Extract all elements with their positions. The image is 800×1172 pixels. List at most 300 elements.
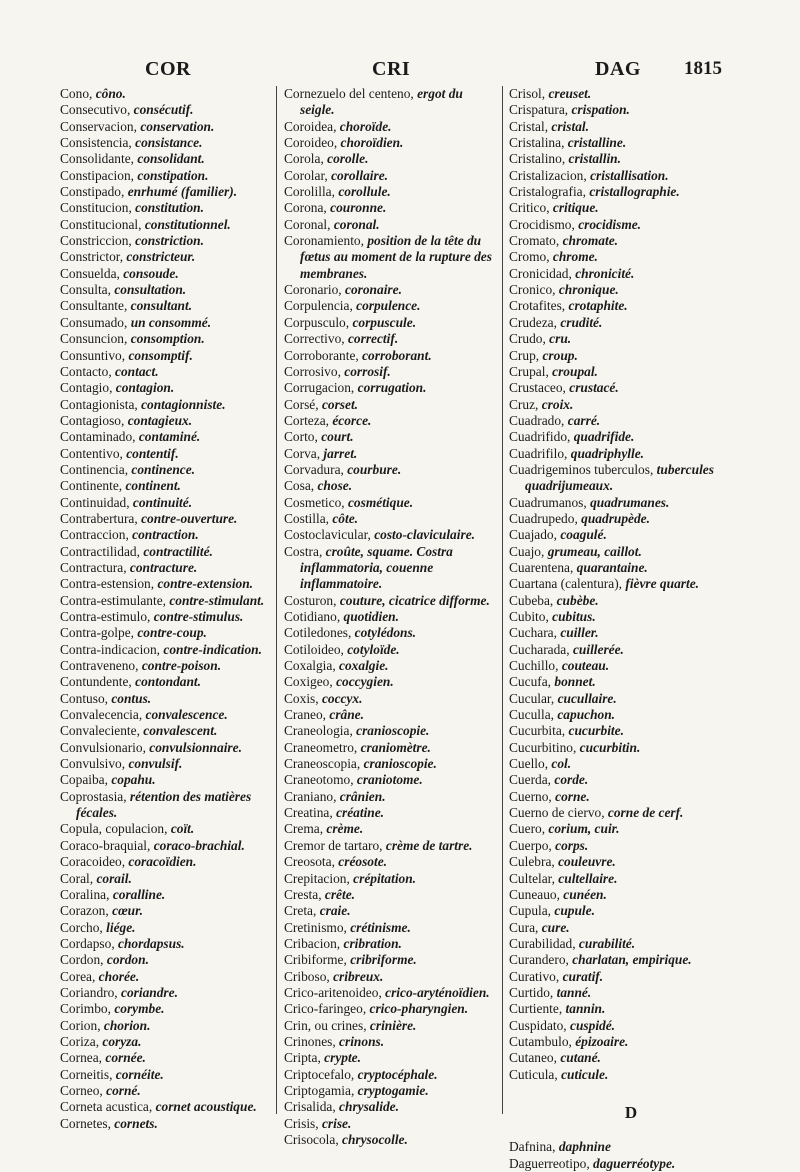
dictionary-entry (60, 478, 272, 494)
dictionary-entry (509, 936, 723, 952)
entry-headword: Cosmetico, (284, 494, 348, 510)
entry-headword: Copaiba, (60, 772, 112, 788)
entry-translation: tanné. (556, 984, 592, 1000)
dictionary-entry (60, 462, 272, 478)
entry-headword: Curandero, (509, 952, 573, 968)
dictionary-entry (60, 593, 272, 609)
entry-headword: Corola, (284, 151, 328, 167)
entry-translation: courbure. (347, 461, 402, 477)
entry-translation: coralline. (112, 886, 166, 902)
entry-headword: Corion, (60, 1017, 104, 1033)
entry-translation: écorce. (332, 412, 372, 428)
running-header (0, 58, 800, 88)
dictionary-entry (284, 429, 498, 445)
entry-translation: copahu. (111, 772, 156, 788)
dictionary-entry (284, 413, 498, 429)
entry-headword: Cotiledones, (284, 625, 355, 641)
dictionary-entry (509, 854, 723, 870)
dictionary-entry (60, 364, 272, 380)
entry-headword: Corvadura, (284, 461, 348, 477)
entry-translation: consécutif. (133, 102, 194, 118)
entry-headword: Cuello, (509, 756, 552, 772)
entry-headword: Corea, (60, 968, 99, 984)
entry-headword: Corneta acustica, (60, 1099, 156, 1115)
dictionary-entry (60, 135, 272, 151)
entry-headword: Cristalografia, (509, 184, 590, 200)
entry-translation: cuiller. (560, 625, 599, 641)
dictionary-entry (60, 282, 272, 298)
entry-headword: Corcho, (60, 919, 107, 935)
entry-translation: couture, cicatrice difforme. (339, 592, 490, 608)
entry-translation: corné. (106, 1082, 141, 1098)
dictionary-entry (284, 298, 498, 314)
entry-translation: corymbe. (114, 1001, 165, 1017)
entry-translation: contre-extension. (157, 576, 254, 592)
entry-headword: Consuncion, (60, 331, 131, 347)
dictionary-entry (284, 789, 498, 805)
entry-translation: corps. (555, 837, 589, 853)
dictionary-entry (284, 1018, 498, 1034)
entry-headword: Coroidea, (284, 118, 340, 134)
entry-translation: consistance. (135, 135, 203, 151)
column-divider (276, 86, 277, 1114)
entry-translation: continent. (125, 478, 181, 494)
dictionary-entry (60, 1018, 272, 1034)
dictionary-entry (60, 429, 272, 445)
entry-translation: quadrupède. (581, 510, 650, 526)
entry-headword: Convulsivo, (60, 756, 129, 772)
entry-translation: cribreux. (333, 968, 384, 984)
entry-headword: Cuadrumanos, (509, 494, 591, 510)
entry-translation: chrysocolle. (342, 1132, 408, 1147)
dictionary-entry (509, 707, 723, 723)
entry-headword: Consecutivo, (60, 102, 134, 118)
dictionary-entry (60, 756, 272, 772)
entry-headword: Cremor de tartaro, (284, 837, 386, 853)
dictionary-entry (509, 462, 723, 495)
entry-translation: ergot du seigle. (300, 86, 463, 118)
dictionary-entry (284, 217, 498, 233)
entry-translation: corne de cerf. (607, 805, 684, 821)
entry-translation: rétention des matières fécales. (76, 788, 252, 821)
dictionary-entry (509, 217, 723, 233)
entry-translation: cryptogamie. (357, 1082, 429, 1098)
entry-headword: Corteza, (284, 412, 333, 428)
entry-translation: cotylédons. (354, 625, 417, 641)
entry-headword: Constipado, (60, 184, 128, 200)
entry-headword: Cordon, (60, 952, 107, 968)
entry-translation: correctif. (347, 331, 399, 347)
dictionary-entry (60, 1099, 272, 1115)
entry-headword: Cura, (509, 919, 542, 935)
entry-headword: Cuchillo, (509, 658, 562, 674)
entry-translation: contre-indication. (163, 641, 262, 657)
entry-headword: Cuadrado, (509, 412, 568, 428)
entry-headword: Culebra, (509, 854, 559, 870)
dictionary-entry (509, 985, 723, 1001)
entry-headword: Cotidiano, (284, 609, 344, 624)
entry-headword: Crupal, (509, 363, 553, 379)
dictionary-entry (509, 821, 723, 837)
entry-headword: Cucurbita, (509, 723, 569, 739)
entry-headword: Cretinismo, (284, 919, 351, 935)
header-left: COR (145, 58, 191, 80)
dictionary-entry (284, 282, 498, 298)
entry-translation: coracoïdien. (128, 854, 197, 870)
dictionary-entry (60, 102, 272, 118)
entry-translation: contondant. (135, 674, 201, 690)
entry-translation: cupule. (554, 903, 595, 919)
entry-headword: Cuadrifido, (509, 429, 574, 445)
entry-headword: Consulta, (60, 282, 115, 298)
dictionary-entry (284, 854, 498, 870)
entry-translation: cutané. (560, 1050, 601, 1066)
entry-headword: Crisocola, (284, 1132, 343, 1147)
entry-translation: quadrumanes. (590, 494, 670, 510)
dictionary-entry (60, 903, 272, 919)
dictionary-entry (509, 413, 723, 429)
dictionary-entry (284, 527, 498, 543)
entry-headword: Cuspidato, (509, 1017, 571, 1033)
entry-headword: Coxis, (284, 690, 322, 706)
dictionary-entry (509, 168, 723, 184)
entry-headword: Corrosivo, (284, 363, 345, 379)
entry-translation: coxalgie. (339, 658, 389, 674)
dictionary-entry (509, 903, 723, 919)
dictionary-entry (509, 495, 723, 511)
dictionary-entry (60, 249, 272, 265)
dictionary-entry (509, 364, 723, 380)
entry-translation: quarantaine. (576, 559, 648, 575)
dictionary-entry (60, 348, 272, 364)
entry-headword: Corto, (284, 429, 322, 445)
entry-headword: Dafnina, (509, 1139, 559, 1155)
entry-translation: jarret. (323, 445, 358, 461)
entry-headword: Crustaceo, (509, 380, 570, 396)
dictionary-entry (60, 86, 272, 102)
entry-headword: Contentivo, (60, 445, 127, 461)
entry-headword: Costuron, (284, 592, 340, 608)
entry-translation: couronne. (330, 200, 387, 216)
dictionary-entry (284, 135, 498, 151)
entry-translation: crème de tartre. (385, 837, 473, 853)
entry-translation: chorion. (103, 1017, 151, 1033)
entry-headword: Contagionista, (60, 396, 142, 412)
entry-headword: Craneologia, (284, 723, 357, 739)
dictionary-entry (284, 674, 498, 690)
entry-translation: chorée. (98, 968, 140, 984)
dictionary-entry (284, 1132, 498, 1148)
entry-headword: Cristal, (509, 118, 552, 134)
entry-translation: constipation. (137, 167, 209, 183)
entry-translation: critique. (552, 200, 599, 216)
entry-headword: Cuadrifilo, (509, 445, 571, 461)
dictionary-entry (509, 658, 723, 674)
entry-translation: chronicité. (575, 265, 635, 281)
dictionary-entry (509, 1034, 723, 1050)
dictionary-entry (60, 151, 272, 167)
entry-translation: continuité. (132, 494, 193, 510)
entry-headword: Cuero, (509, 821, 549, 837)
entry-translation: contagieux. (127, 412, 193, 428)
dictionary-entry (284, 200, 498, 216)
entry-translation: coraco-brachial. (153, 837, 245, 853)
entry-translation: cultellaire. (558, 870, 618, 886)
entry-translation: corolle. (327, 151, 369, 167)
entry-headword: Cuarentena, (509, 559, 577, 575)
entry-translation: côte. (332, 510, 359, 526)
dictionary-entry (284, 511, 498, 527)
entry-headword: Cubito, (509, 609, 553, 624)
entry-translation: craniomètre. (360, 739, 431, 755)
entry-headword: Cuerda, (509, 772, 555, 788)
entry-translation: col. (551, 756, 572, 772)
entry-headword: Creatina, (284, 805, 337, 821)
entry-headword: Craniano, (284, 788, 340, 804)
header-right: DAG (595, 58, 641, 80)
entry-translation: crico-pharyngien. (369, 1001, 469, 1017)
entry-headword: Crocidismo, (509, 216, 579, 232)
dictionary-entry (284, 969, 498, 985)
entry-headword: Craneoscopia, (284, 756, 364, 772)
entry-headword: Contractura, (60, 559, 130, 575)
entry-translation: consomptif. (128, 347, 193, 363)
dictionary-entry (509, 723, 723, 739)
entry-headword: Constitucional, (60, 216, 145, 232)
entry-headword: Criboso, (284, 968, 334, 984)
dictionary-entry (509, 527, 723, 543)
dictionary-entry (284, 723, 498, 739)
entry-headword: Contra-estension, (60, 576, 158, 592)
entry-headword: Coralina, (60, 886, 113, 902)
entry-headword: Copula, copulacion, (60, 821, 171, 837)
entry-headword: Cuadrigeminos tuberculos, (509, 461, 657, 477)
dictionary-entry (60, 789, 272, 822)
entry-translation: croix. (541, 396, 574, 412)
entry-headword: Cucufa, (509, 674, 555, 690)
entry-headword: Cornetes, (60, 1115, 115, 1131)
entry-translation: cristallographie. (589, 184, 680, 200)
entry-translation: contre-ouverture. (141, 510, 238, 526)
entry-translation: coït. (170, 821, 195, 837)
dictionary-entry (509, 593, 723, 609)
entry-translation: croûte, squame. Costra inflammatoria, couenne inflammatoire. (300, 543, 453, 592)
entry-translation: chrome. (552, 249, 598, 265)
dictionary-entry (60, 658, 272, 674)
dictionary-entry (60, 723, 272, 739)
dictionary-entry (60, 511, 272, 527)
entry-headword: Constrictor, (60, 249, 127, 265)
entry-translation: corrugation. (357, 380, 427, 396)
entry-translation: position de la tête du fœtus au moment de la rupture des membranes. (300, 233, 492, 281)
dictionary-entry (284, 1001, 498, 1017)
entry-headword: Corimbo, (60, 1001, 115, 1017)
entry-headword: Cuerno de ciervo, (509, 805, 608, 821)
entry-headword: Crup, (509, 347, 543, 363)
entry-translation: cornet acoustique. (155, 1099, 257, 1115)
entry-translation: contaminé. (138, 429, 201, 445)
entry-headword: Contrabertura, (60, 510, 142, 526)
entry-headword: Contundente, (60, 674, 136, 690)
entry-headword: Contacto, (60, 363, 116, 379)
dictionary-entry (284, 544, 498, 593)
entry-headword: Coral, (60, 870, 97, 886)
dictionary-entry (284, 397, 498, 413)
dictionary-entry (509, 642, 723, 658)
entry-headword: Continuidad, (60, 494, 133, 510)
entry-translation: crépitation. (353, 870, 417, 886)
dictionary-entry (284, 707, 498, 723)
entry-translation: corde. (554, 772, 589, 788)
entry-headword: Craneometro, (284, 739, 361, 755)
entry-translation: cornéite. (115, 1066, 164, 1082)
entry-translation: consolidant. (137, 151, 205, 167)
entry-headword: Contra-golpe, (60, 625, 138, 641)
entry-headword: Cruz, (509, 396, 542, 412)
entry-translation: creuset. (548, 86, 592, 101)
entry-headword: Cristalizacion, (509, 167, 591, 183)
dictionary-entry (60, 609, 272, 625)
entry-headword: Contraveneno, (60, 658, 142, 674)
dictionary-entry (60, 544, 272, 560)
entry-translation: crocidisme. (578, 216, 642, 232)
entry-translation: tubercules quadrijumeaux. (525, 461, 714, 494)
dictionary-entry (60, 119, 272, 135)
entry-headword: Consolidante, (60, 151, 138, 167)
dictionary-entry (284, 119, 498, 135)
entry-headword: Continente, (60, 478, 126, 494)
entry-headword: Cutaneo, (509, 1050, 561, 1066)
entry-headword: Contaminado, (60, 429, 139, 445)
dictionary-entry (60, 446, 272, 462)
entry-headword: Cornea, (60, 1050, 106, 1066)
entry-translation: cranioscopie. (356, 723, 430, 739)
entry-headword: Costoclavicular, (284, 527, 375, 543)
entry-headword: Cuajo, (509, 543, 548, 559)
entry-headword: Cucular, (509, 690, 558, 706)
dictionary-entry (284, 920, 498, 936)
entry-headword: Cosa, (284, 478, 318, 494)
dictionary-entry (284, 331, 498, 347)
entry-translation: corpuscule. (352, 314, 417, 330)
dictionary-entry (509, 1067, 723, 1083)
entry-headword: Cubeba, (509, 592, 557, 608)
dictionary-entry (60, 1050, 272, 1066)
entry-translation: contre-poison. (141, 658, 222, 674)
entry-headword: Corrugacion, (284, 380, 358, 396)
dictionary-entry (60, 1001, 272, 1017)
entry-translation: craie. (319, 903, 351, 919)
entry-headword: Consumado, (60, 314, 131, 330)
entry-headword: Cornezuelo del centeno, (284, 86, 418, 101)
entry-translation: cucullaire. (557, 690, 617, 706)
dictionary-entry (509, 756, 723, 772)
entry-translation: créatine. (336, 805, 385, 821)
entry-translation: cryptocéphale. (357, 1066, 438, 1082)
entry-translation: chose. (317, 478, 353, 494)
entry-translation: coagulé. (560, 527, 607, 543)
entry-translation: contracture. (129, 559, 198, 575)
entry-headword: Coronal, (284, 216, 334, 232)
entry-translation: cubèbe. (556, 592, 599, 608)
entry-headword: Cresta, (284, 886, 325, 902)
dictionary-entry (284, 1083, 498, 1099)
dictionary-entry (60, 200, 272, 216)
dictionary-entry (509, 86, 723, 102)
dictionary-entry (284, 609, 498, 625)
dictionary-entry (509, 331, 723, 347)
entry-translation: consultation. (114, 282, 187, 298)
entry-translation: quadriphylle. (570, 445, 645, 461)
dictionary-entry (509, 249, 723, 265)
entry-headword: Cristalina, (509, 135, 568, 151)
dictionary-entry (60, 233, 272, 249)
entry-translation: coryza. (102, 1033, 142, 1049)
dictionary-entry (60, 168, 272, 184)
dictionary-entry (60, 527, 272, 543)
entry-headword: Cucharada, (509, 641, 573, 657)
entry-translation: corollule. (338, 184, 391, 200)
column-divider (502, 86, 503, 1114)
entry-translation: contre-stimulant. (169, 592, 265, 608)
entry-translation: corium, cuir. (548, 821, 620, 837)
entry-headword: Coriandro, (60, 984, 121, 1000)
entry-headword: Convaleciente, (60, 723, 144, 739)
entry-translation: tannin. (565, 1001, 606, 1017)
entry-headword: Coxalgia, (284, 658, 340, 674)
entry-headword: Consuelda, (60, 265, 124, 281)
entry-translation: consultant. (130, 298, 193, 314)
entry-headword: Contagioso, (60, 412, 128, 428)
entry-translation: chromate. (562, 233, 618, 249)
dictionary-entry (60, 266, 272, 282)
dictionary-entry (509, 838, 723, 854)
entry-translation: crânien. (339, 788, 386, 804)
entry-headword: Craneotomo, (284, 772, 357, 788)
entry-translation: convulsionnaire. (149, 739, 242, 755)
entry-headword: Coraco-braquial, (60, 837, 154, 853)
entry-translation: crâne. (329, 707, 364, 723)
dictionary-entry (284, 168, 498, 184)
dictionary-entry (509, 952, 723, 968)
entry-headword: Cristalino, (509, 151, 569, 167)
entry-headword: Coronario, (284, 282, 345, 298)
dictionary-entry (60, 1034, 272, 1050)
dictionary-entry (60, 821, 272, 837)
entry-translation: enrhumé (familier). (127, 184, 238, 200)
entry-headword: Corpulencia, (284, 298, 357, 314)
entry-translation: cribration. (343, 935, 402, 951)
entry-headword: Cono, (60, 86, 96, 101)
entry-translation: crustacé. (569, 380, 619, 396)
entry-headword: Corneitis, (60, 1066, 116, 1082)
entry-headword: Crisalida, (284, 1099, 340, 1115)
entry-translation: cubitus. (552, 609, 596, 624)
dictionary-entry (284, 593, 498, 609)
entry-headword: Curtiente, (509, 1001, 566, 1017)
entry-translation: constitution. (135, 200, 204, 216)
dictionary-entry (60, 560, 272, 576)
entry-translation: crotaphite. (568, 298, 628, 314)
dictionary-entry (509, 887, 723, 903)
dictionary-entry (284, 740, 498, 756)
entry-translation: cœur. (112, 903, 143, 919)
entry-translation: crise. (321, 1115, 352, 1131)
dictionary-entry (60, 707, 272, 723)
entry-headword: Contagio, (60, 380, 116, 396)
entry-headword: Consuntivo, (60, 347, 129, 363)
entry-translation: convalescence. (145, 707, 228, 723)
